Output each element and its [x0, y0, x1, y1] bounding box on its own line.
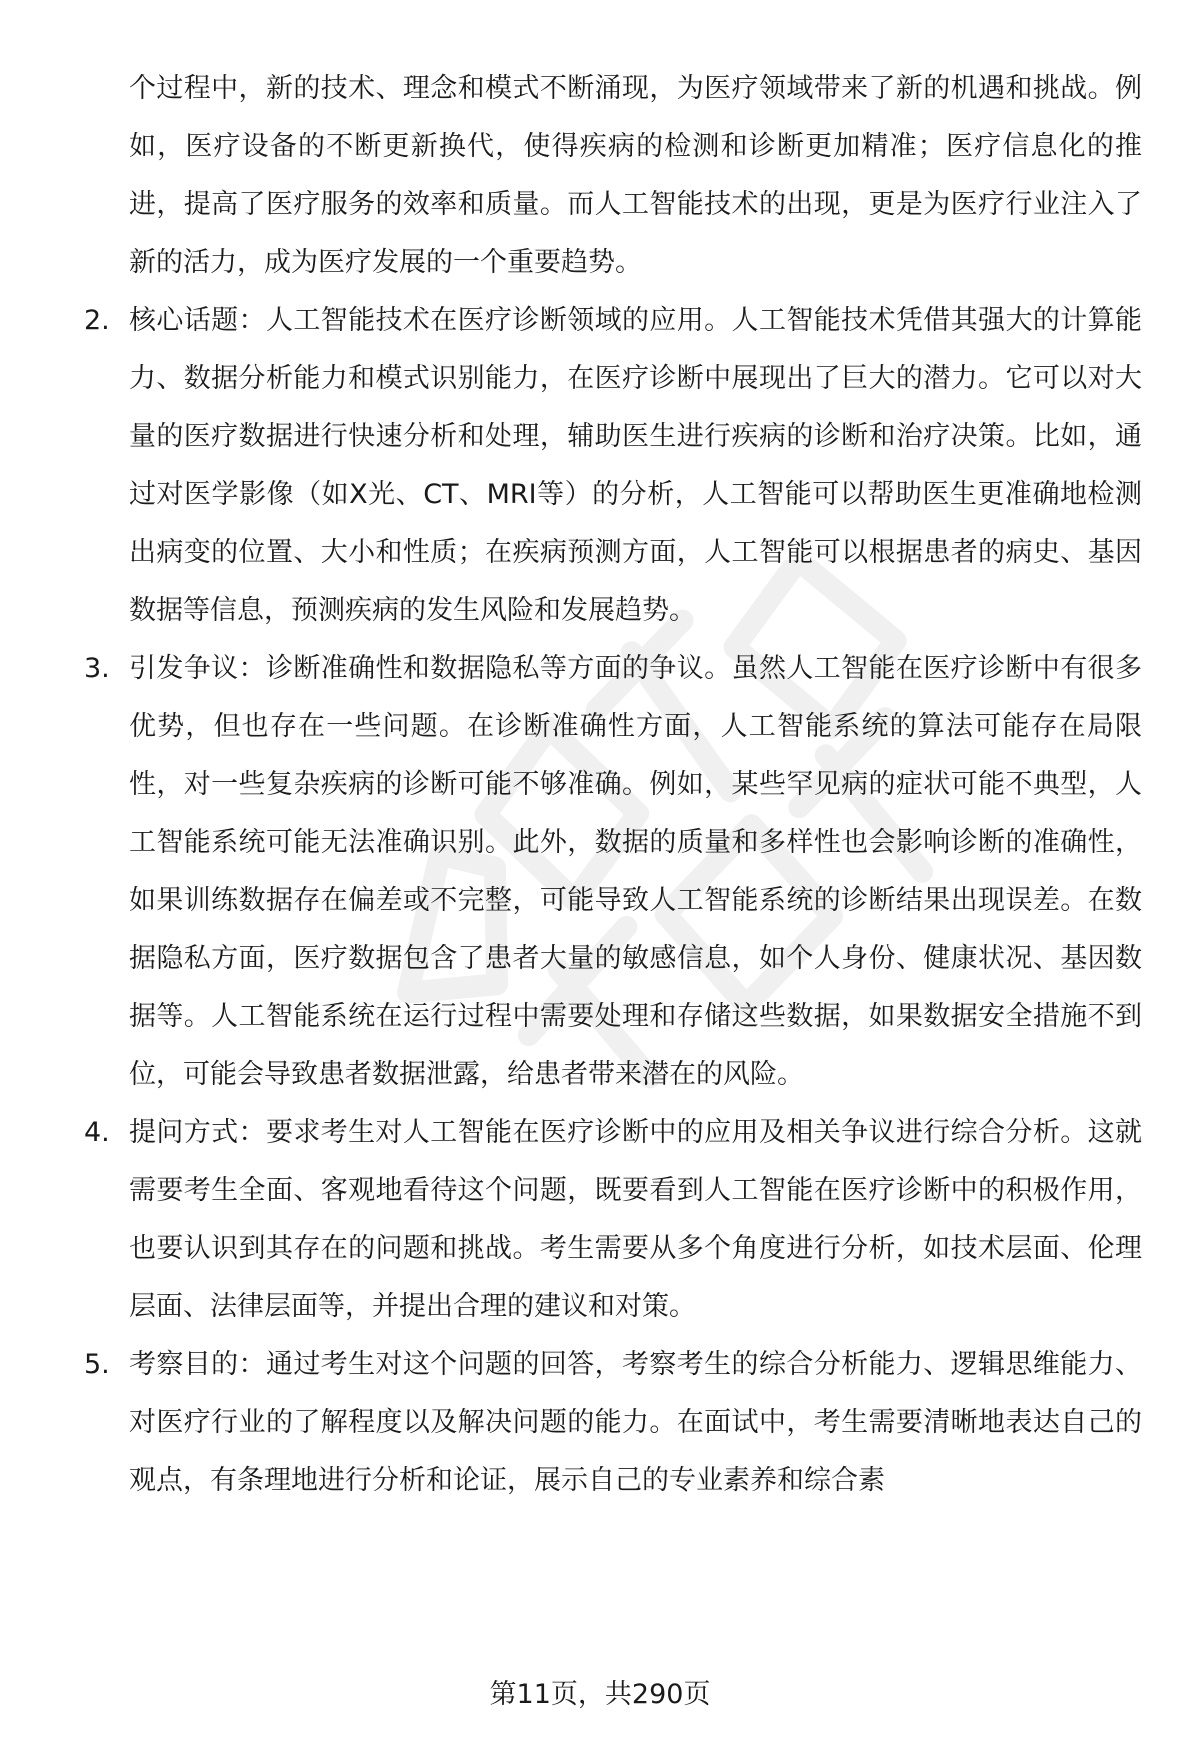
list-item-number: 3. — [84, 653, 110, 684]
list-item-text: 引发争议：诊断准确性和数据隐私等方面的争议。虽然人工智能在医疗诊断中有很多优势，但也存在一些问题。在诊断准确性方面，人工智能系统的算法可能存在局限性，对一些复杂疾病的诊断可能不够准确。例如，某些罕见病的症状可能不典型，人工智能系统可能无法准确识别。此外，数据的质量和多样性也会影响诊断的准确性，如果训练数据存在偏差或不完整，可能导致人工智能系统的诊断结果出现误差。在数据隐私方面，医疗数据包含了患者大量的敏感信息，如个人身份、健康状况、基因数据等。人工智能系统在运行过程中需要处理和存储这些数据，如果数据安全措施不到位，可能会导致患者数据泄露，给患者带来潜在的风险。 — [129, 653, 1142, 1090]
list-item — [72, 1336, 1142, 1510]
document-body — [72, 60, 1142, 1510]
list-item — [72, 292, 1142, 640]
list-item-text: 核心话题：人工智能技术在医疗诊断领域的应用。人工智能技术凭借其强大的计算能力、数据分析能力和模式识别能力，在医疗诊断中展现出了巨大的潜力。它可以对大量的医疗数据进行快速分析和处理，辅助医生进行疾病的诊断和治疗决策。比如，通过对医学影像（如X光、CT、MRI等）的分析，人工智能可以帮助医生更准确地检测出病变的位置、大小和性质；在疾病预测方面，人工智能可以根据患者的病史、基因数据等信息，预测疾病的发生风险和发展趋势。 — [129, 305, 1142, 626]
list-item-number: 5. — [84, 1349, 110, 1380]
list-item-number: 4. — [84, 1117, 110, 1148]
intro-paragraph: 个过程中，新的技术、理念和模式不断涌现，为医疗领域带来了新的机遇和挑战。例如，医疗设备的不断更新换代，使得疾病的检测和诊断更加精准；医疗信息化的推进，提高了医疗服务的效率和质量。而人工智能技术的出现，更是为医疗行业注入了新的活力，成为医疗发展的一个重要趋势。 — [129, 73, 1142, 278]
list-item-text: 提问方式：要求考生对人工智能在医疗诊断中的应用及相关争议进行综合分析。这就需要考生全面、客观地看待这个问题，既要看到人工智能在医疗诊断中的积极作用，也要认识到其存在的问题和挑战。考生需要从多个角度进行分析，如技术层面、伦理层面、法律层面等，并提出合理的建议和对策。 — [129, 1117, 1142, 1322]
list-item — [72, 640, 1142, 1104]
list-item — [72, 1104, 1142, 1336]
list-item-number: 2. — [84, 305, 110, 336]
list-item-text: 考察目的：通过考生对这个问题的回答，考察考生的综合分析能力、逻辑思维能力、对医疗行业的了解程度以及解决问题的能力。在面试中，考生需要清晰地表达自己的观点，有条理地进行分析和论证，展示自己的专业素养和综合素 — [129, 1349, 1142, 1496]
page-number-footer: 第11页，共290页 — [489, 1679, 711, 1710]
